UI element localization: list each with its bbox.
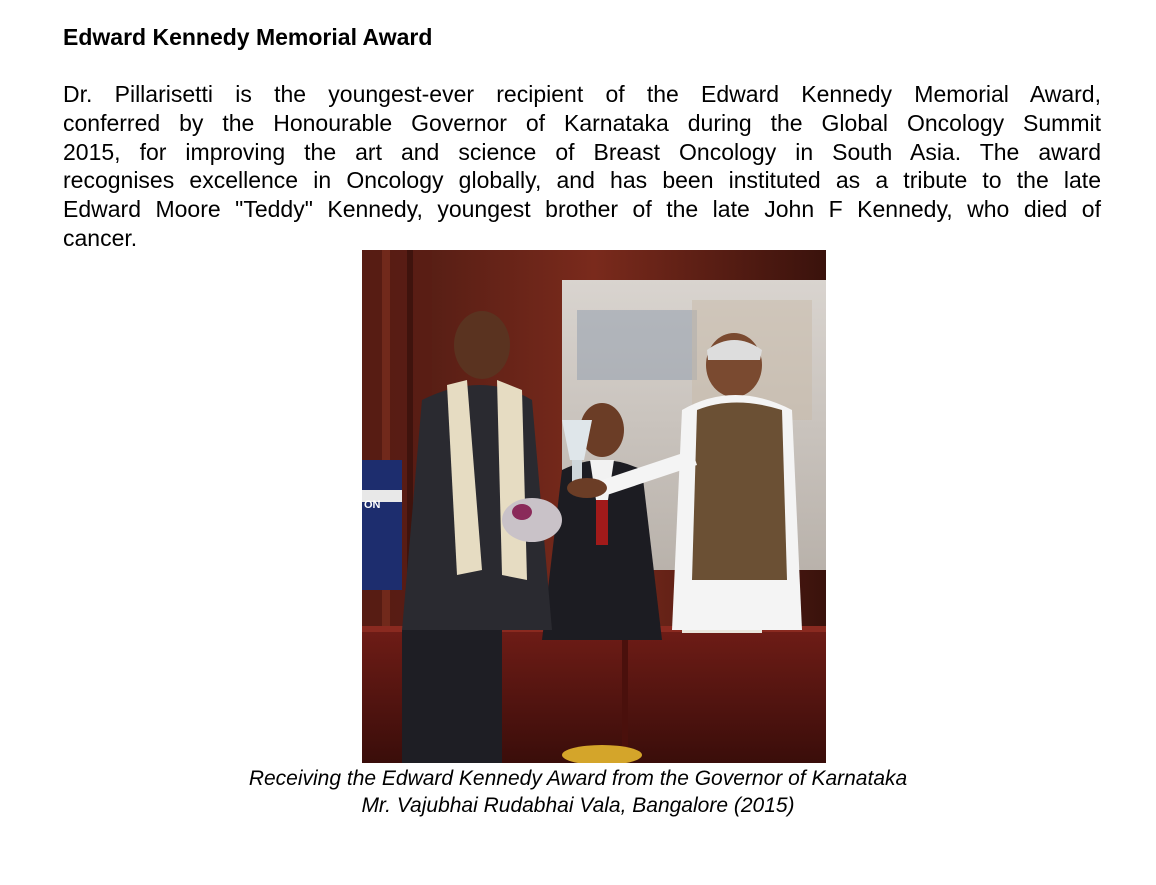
section-heading: Edward Kennedy Memorial Award xyxy=(63,24,433,50)
photo-caption-line-1: Receiving the Edward Kennedy Award from the Governor of Karnataka xyxy=(248,767,908,790)
photo-caption-line-2: Mr. Vajubhai Rudabhai Vala, Bangalore (2015) xyxy=(361,794,795,817)
paragraph-line: Edward Moore "Teddy" Kennedy, youngest brother of the late John F Kennedy, who died of xyxy=(63,196,1101,223)
paragraph-line: 2015, for improving the art and science of Breast Oncology in South Asia. The award xyxy=(63,138,1101,165)
paragraph-line: recognises excellence in Oncology globally, and has been instituted as a tribute to the late xyxy=(63,167,1101,194)
award-ceremony-photo xyxy=(362,250,826,763)
paragraph-line: Dr. Pillarisetti is the youngest-ever recipient of the Edward Kennedy Memorial Award, xyxy=(63,81,1101,107)
paragraph-line: cancer. xyxy=(63,224,138,251)
banner-text: ON xyxy=(364,499,381,511)
paragraph-line: conferred by the Honourable Governor of Karnataka during the Global Oncology Summit xyxy=(63,109,1101,136)
award-description xyxy=(63,80,1101,253)
